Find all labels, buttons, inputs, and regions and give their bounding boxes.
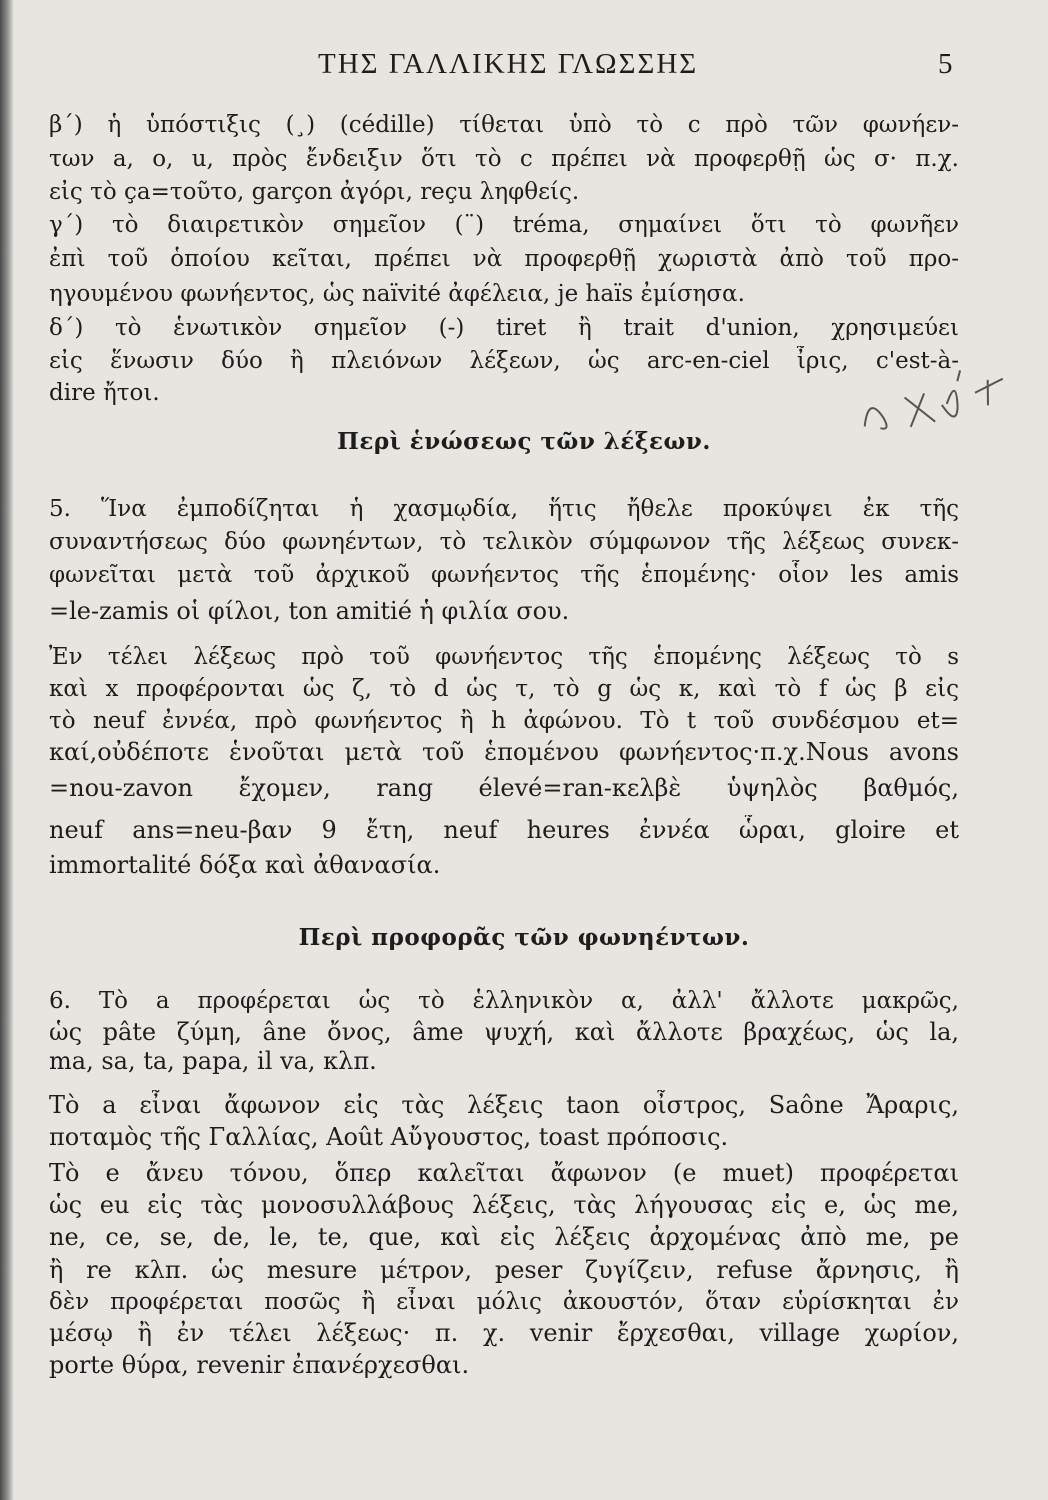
text-line: δ΄) τὸ ἑνωτικὸν σημεῖον (-) tiret ἢ trait d'union, χρησιμεύει [49, 315, 959, 341]
binding-shadow [0, 0, 14, 1500]
text-line: Τὸ e ἄνευ τόνου, ὅπερ καλεῖται ἄφωνον (e muet) προφέρεται [49, 1159, 959, 1187]
text-line: dire ἤτοι. [49, 380, 160, 406]
text-line: ὡς eu εἰς τὰς μονοσυλλάβους λέξεις, τὰς λήγουσας εἰς e, ὡς me, [49, 1191, 959, 1219]
text-line: β΄) ἡ ὑπόστιξις (¸) (cédille) τίθεται ὑπὸ τὸ c πρὸ τῶν φωνήεν- [49, 112, 959, 138]
text-line: Ἐν τέλει λέξεως πρὸ τοῦ φωνήεντος τῆς ἑπομένης λέξεως τὸ s [49, 644, 959, 670]
running-title: ΤΗΣ ΓΑΛΛΙΚΗΣ ΓΛΩΣΣΗΣ [318, 48, 699, 80]
text-line: εἰς ἕνωσιν δύο ἢ πλειόνων λέξεων, ὡς arc-en-ciel ἶρις, c'est-à- [49, 348, 959, 374]
text-line: γ΄) τὸ διαιρετικὸν σημεῖον (¨) tréma, σημαίνει ὅτι τὸ φωνῆεν [49, 212, 959, 238]
section-heading: Περὶ ἑνώσεως τῶν λέξεων. [337, 428, 711, 455]
text-line: των a, o, u, πρὸς ἔνδειξιν ὅτι τὸ c πρέπει νὰ προφερθῇ ὡς σ· π.χ. [49, 146, 959, 172]
text-line: φωνεῖται μετὰ τοῦ ἀρχικοῦ φωνήεντος τῆς ἑπομένης· οἷον les amis [49, 562, 959, 588]
text-line: ποταμὸς τῆς Γαλλίας, Août Αὔγουστος, toast πρόποσις. [49, 1123, 729, 1151]
text-line: =le-zamis οἱ φίλοι, ton amitié ἡ φιλία σου. [49, 597, 570, 625]
page-number: 5 [938, 48, 953, 80]
text-line: καὶ x προφέρονται ὡς ζ, τὸ d ὡς τ, τὸ g ὡς κ, καὶ τὸ f ὡς β εἰς [49, 676, 959, 702]
text-line: δὲν προφέρεται ποσῶς ἢ εἶναι μόλις ἀκουστόν, ὅταν εὑρίσκηται ἐν [49, 1289, 959, 1315]
text-line: ἢ re κλπ. ὡς mesure μέτρον, peser ζυγίζειν, refuse ἄρνησις, ἢ [49, 1256, 959, 1284]
page-header [0, 48, 1048, 88]
text-line: porte θύρα, revenir ἐπανέρχεσθαι. [49, 1351, 470, 1379]
text-line: τὸ neuf ἐννέα, πρὸ φωνήεντος ἢ h ἀφώνου. Τὸ t τοῦ συνδέσμου et= [49, 708, 959, 734]
text-line: εἰς τὸ ça=τοῦτο, garçon ἀγόρι, reçu ληφθείς. [49, 179, 580, 205]
text-line: Τὸ a εἶναι ἄφωνον εἰς τὰς λέξεις taon οἶστρος, Saône Ἄραρις, [49, 1091, 959, 1119]
text-line: ne, ce, se, de, le, te, que, καὶ εἰς λέξεις ἀρχομένας ἀπὸ me, pe [49, 1223, 959, 1251]
text-line: ἐπὶ τοῦ ὁποίου κεῖται, πρέπει νὰ προφερθῇ χωριστὰ ἀπὸ τοῦ προ- [49, 246, 959, 272]
text-line: =nou-zavon ἔχομεν, rang élevé=ran-κελβὲ ὑψηλὸς βαθμός, [49, 774, 959, 802]
text-line: ma, sa, ta, papa, il va, κλπ. [49, 1047, 377, 1075]
text-line: ὡς pâte ζύμη, âne ὄνος, âme ψυχή, καὶ ἄλλοτε βραχέως, ὡς la, [49, 1018, 959, 1046]
text-line: 6. Τὸ a προφέρεται ὡς τὸ ἑλληνικὸν α, ἀλλ' ἄλλοτε μακρῶς, [49, 988, 959, 1014]
section-heading: Περὶ προφορᾶς τῶν φωνηέντων. [298, 924, 750, 951]
text-line: μέσῳ ἢ ἐν τέλει λέξεως· π. χ. venir ἔρχεσθαι, village χωρίον, [49, 1319, 959, 1347]
text-line: 5. Ἵνα ἐμποδίζηται ἡ χασμῳδία, ἥτις ἤθελε προκύψει ἐκ τῆς [49, 496, 959, 522]
text-line: καί,οὐδέποτε ἑνοῦται μετὰ τοῦ ἑπομένου φωνήεντος·π.χ.Nous avons [49, 738, 959, 766]
text-line: neuf ans=neu-βαν 9 ἔτη, neuf heures ἐννέα ὧραι, gloire et [49, 816, 959, 844]
text-line: συναντήσεως δύο φωνηέντων, τὸ τελικὸν σύμφωνον τῆς λέξεως συνεκ- [49, 529, 959, 555]
text-line: ηγουμένου φωνήεντος, ὡς naïvité ἀφέλεια, je haïs ἐμίσησα. [49, 281, 745, 307]
text-line: immortalité δόξα καὶ ἀθανασία. [49, 851, 441, 879]
